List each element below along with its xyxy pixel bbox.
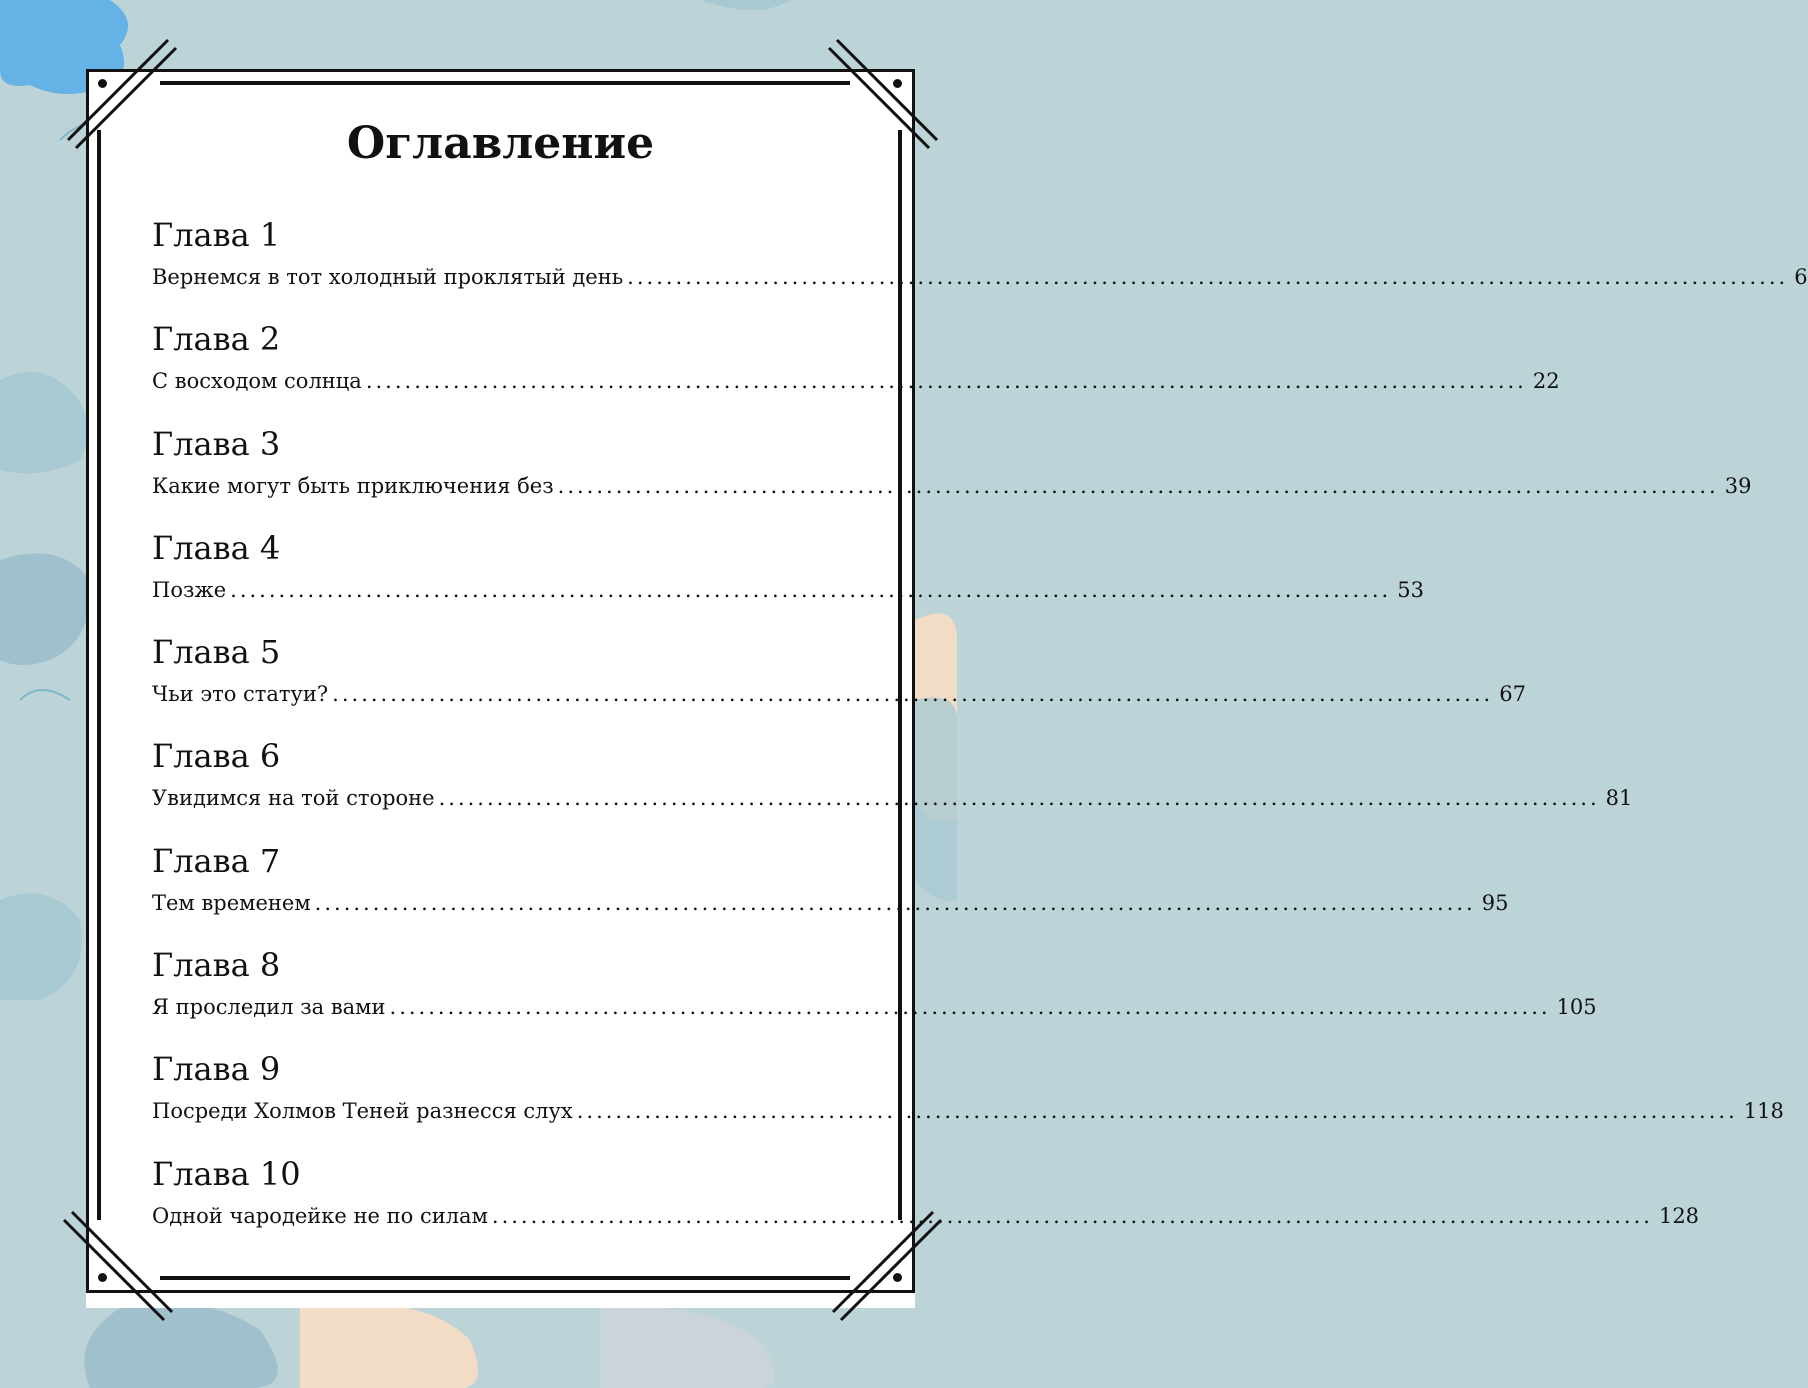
toc-line[interactable] <box>152 1096 1784 1126</box>
dot-leader: ........................................................................................................................ <box>576 1099 1738 1124</box>
toc-line[interactable] <box>152 262 1808 292</box>
page-number: 81 <box>1605 786 1633 811</box>
toc-line[interactable] <box>152 783 1633 813</box>
page-number: 22 <box>1532 369 1560 394</box>
page-number: 6 <box>1794 265 1808 289</box>
dot-leader: ........................................................................................................................ <box>314 890 1476 915</box>
dot-leader: ........................................................................................................................ <box>389 995 1551 1020</box>
toc-entry <box>152 1151 1700 1255</box>
page-number: 53 <box>1397 577 1424 602</box>
toc-line[interactable] <box>152 992 1597 1022</box>
chapter-heading: Глава 8 <box>152 946 281 985</box>
dot-leader: ........................................................................................................................ <box>365 369 1527 394</box>
chapter-name: Я проследил за вами <box>152 995 386 1020</box>
toc-entry <box>152 838 1509 942</box>
chapter-name: Чьи это статуи? <box>152 682 329 707</box>
chapter-name: Вернемся в тот холодный проклятый день <box>152 265 624 289</box>
chapter-name: Какие могут быть приключения без <box>152 473 554 498</box>
toc-entry <box>152 942 1597 1046</box>
toc-line[interactable] <box>152 575 1424 605</box>
chapter-name: Позже <box>152 577 227 602</box>
chapter-name: Одной чародейке не по силам <box>152 1203 488 1228</box>
page-title: Оглавление <box>346 118 655 169</box>
page-number: 67 <box>1499 682 1526 707</box>
toc-entry <box>152 421 1752 525</box>
chapter-heading: Глава 7 <box>152 841 281 880</box>
dot-leader: ........................................................................................................................ <box>557 473 1719 498</box>
frame-top-rule <box>160 81 850 85</box>
dot-leader: ........................................................................................................................ <box>438 786 1600 811</box>
toc-line[interactable] <box>152 1201 1700 1231</box>
dot-leader: ........................................................................................................................ <box>627 265 1789 289</box>
chapter-name: Посреди Холмов Теней разнесся слух <box>152 1099 573 1124</box>
dot-leader: ........................................................................................................................ <box>230 577 1392 602</box>
page-number: 39 <box>1724 473 1752 498</box>
frame-right-rule <box>898 130 902 1220</box>
toc-entry <box>152 525 1424 629</box>
page-number: 95 <box>1481 890 1509 915</box>
toc-entry <box>152 212 1808 316</box>
chapter-heading: Глава 10 <box>152 1154 301 1193</box>
toc-entry <box>152 629 1526 733</box>
toc-entry <box>152 316 1560 420</box>
dot-leader: ........................................................................................................................ <box>332 682 1494 707</box>
chapter-heading: Глава 4 <box>152 528 281 567</box>
page-number: 118 <box>1743 1099 1784 1124</box>
toc-line[interactable] <box>152 471 1752 501</box>
chapter-heading: Глава 9 <box>152 1050 281 1089</box>
toc-line[interactable] <box>152 888 1509 918</box>
chapter-heading: Глава 3 <box>152 424 281 463</box>
chapter-heading: Глава 2 <box>152 320 281 359</box>
chapter-heading: Глава 6 <box>152 737 281 776</box>
dot-leader: ........................................................................................................................ <box>491 1203 1653 1228</box>
toc-line[interactable] <box>152 366 1560 396</box>
chapter-name: С восходом солнца <box>152 369 362 394</box>
table-of-contents <box>152 212 1808 1255</box>
chapter-name: Увидимся на той стороне <box>152 786 435 811</box>
toc-entry <box>152 733 1633 837</box>
page-number: 105 <box>1556 995 1597 1020</box>
frame-left-rule <box>97 130 101 1220</box>
frame-bottom-rule <box>160 1276 850 1280</box>
chapter-name: Тем временем <box>152 890 311 915</box>
chapter-heading: Глава 1 <box>152 216 281 254</box>
chapter-heading: Глава 5 <box>152 633 281 672</box>
toc-line[interactable] <box>152 679 1526 709</box>
page-number: 128 <box>1658 1203 1700 1228</box>
toc-entry <box>152 1046 1784 1150</box>
